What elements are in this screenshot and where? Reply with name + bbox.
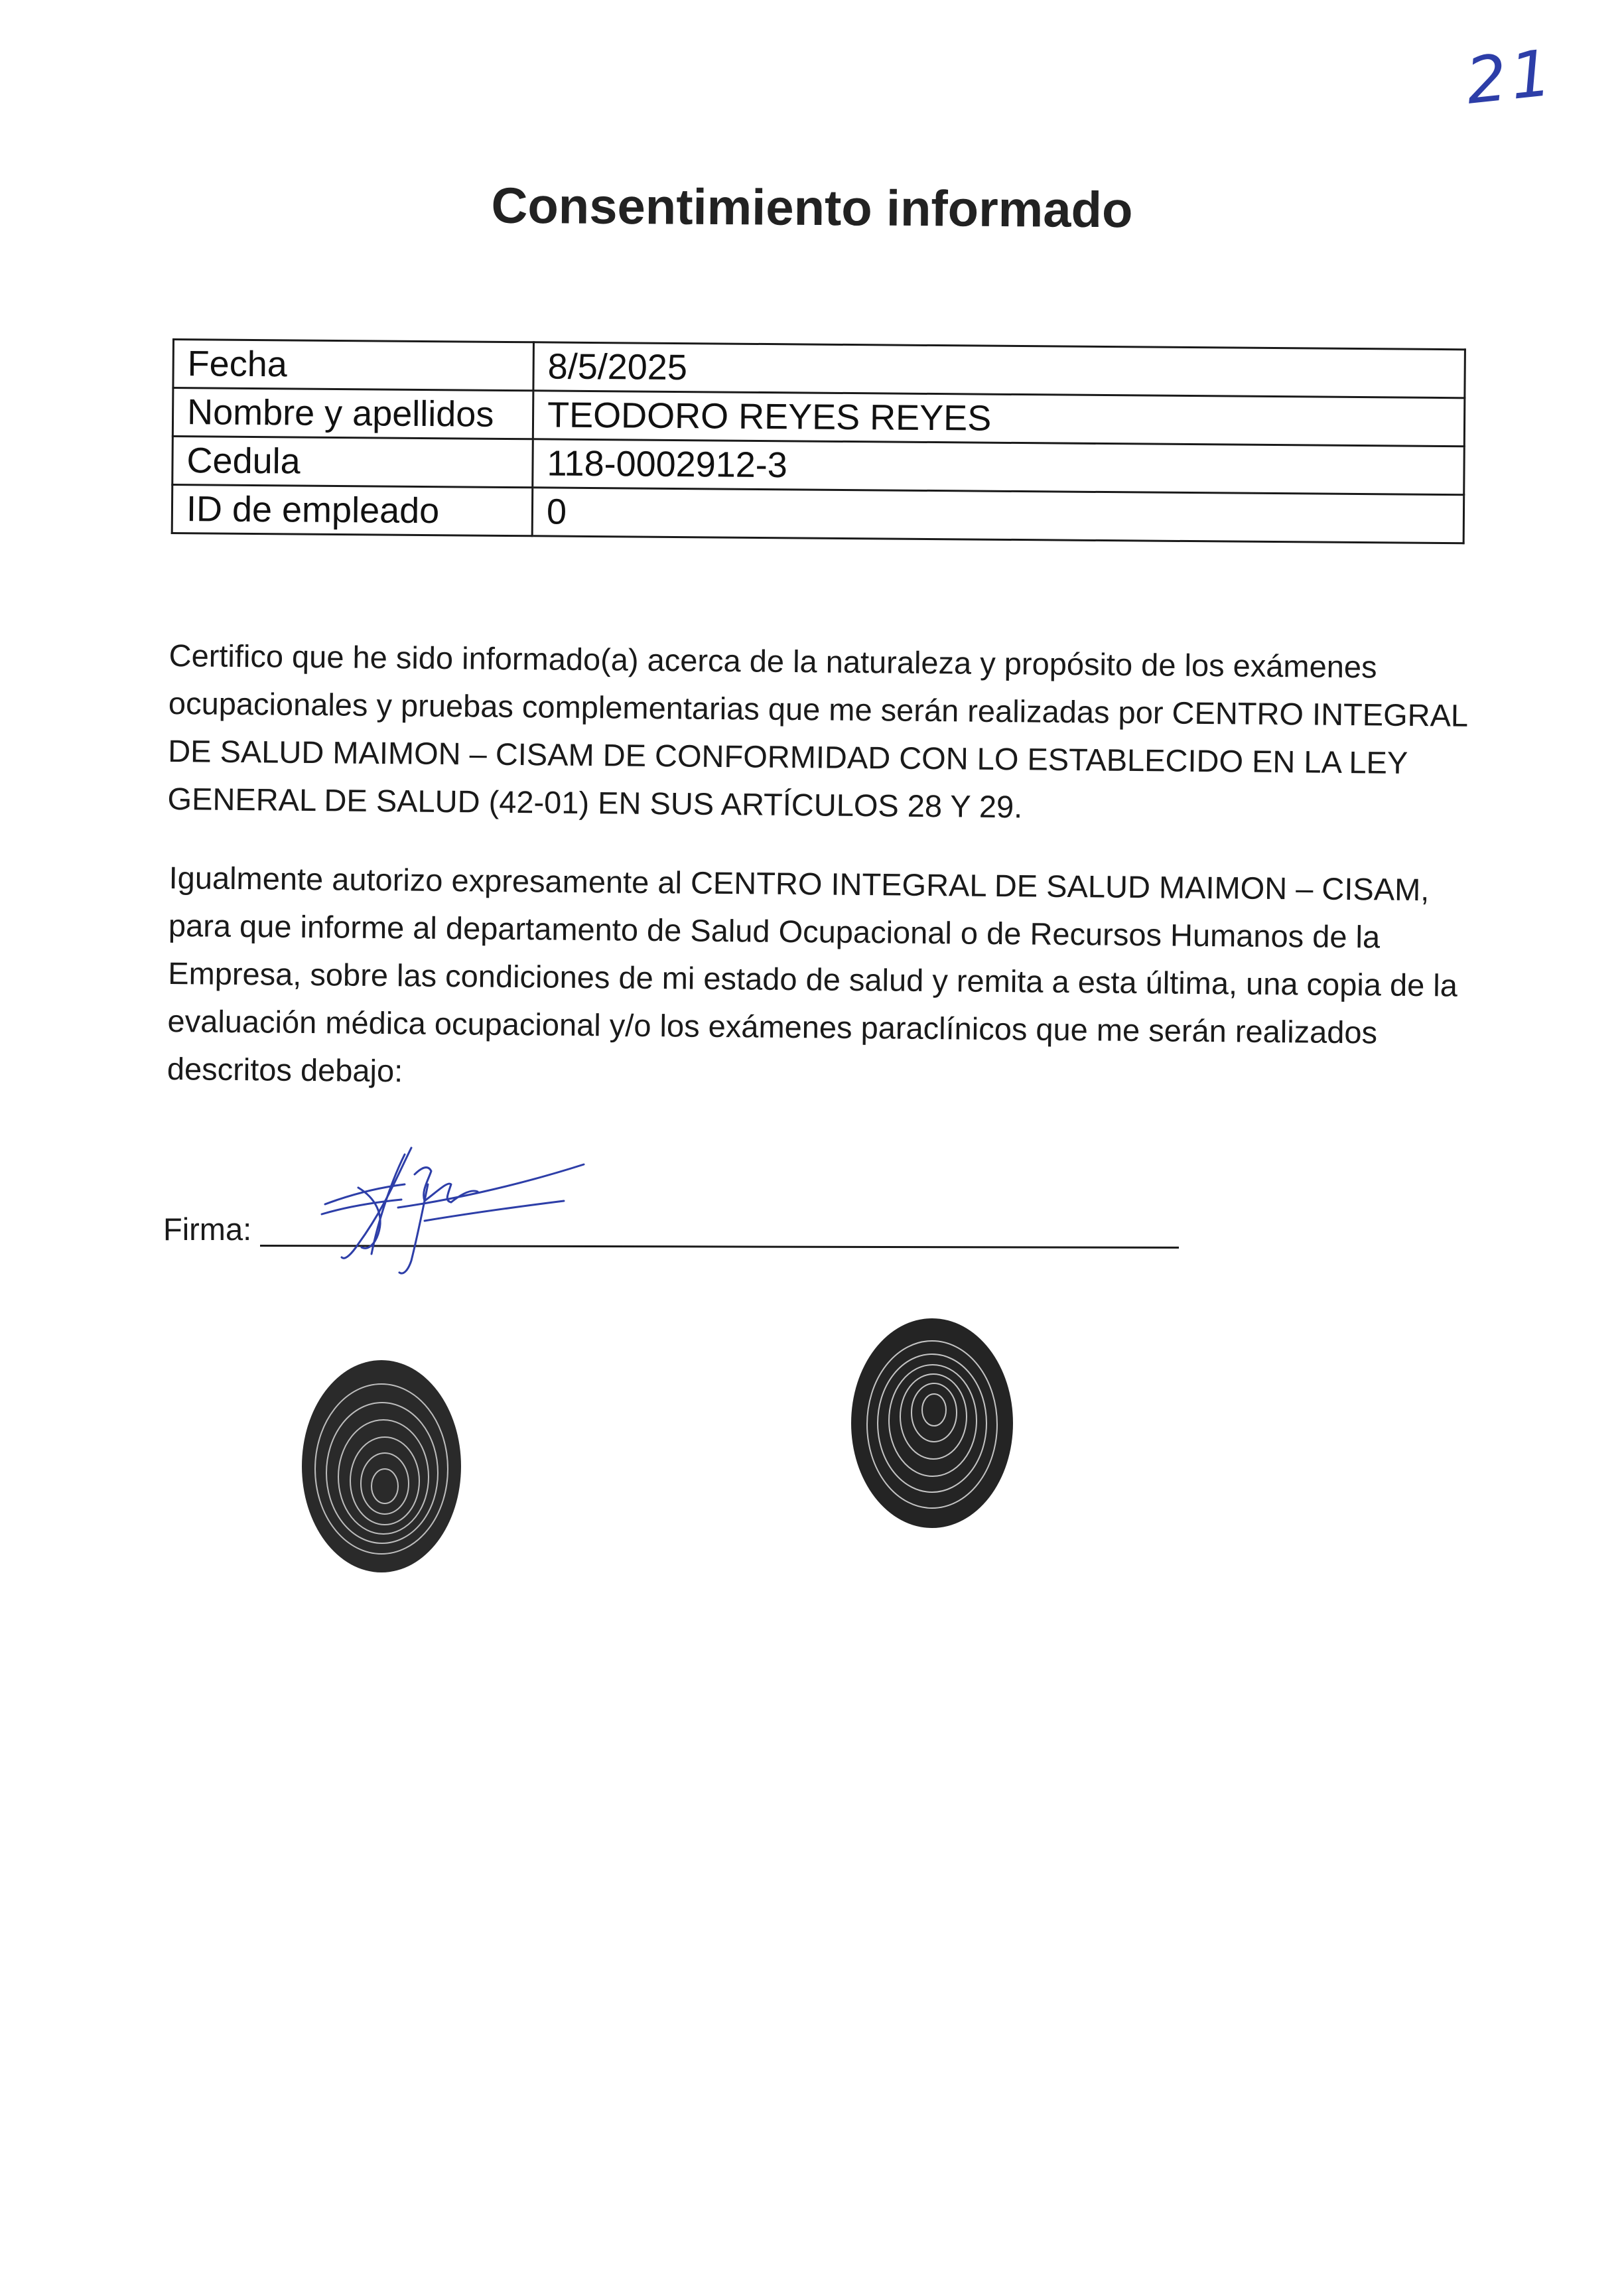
field-value-nombre: TEODORO REYES REYES (533, 391, 1465, 447)
table-row (172, 485, 1464, 543)
field-value-fecha: 8/5/2025 (533, 342, 1465, 398)
field-value-cedula: 118-0002912-3 (533, 439, 1465, 495)
field-label-id-empleado: ID de empleado (172, 485, 533, 536)
handwritten-signature (312, 1128, 590, 1281)
field-label-cedula: Cedula (172, 437, 533, 488)
document-title: Consentimiento informado (491, 177, 1133, 239)
consent-paragraph-authorization: Igualmente autorizo expresamente al CENTRO INTEGRAL DE SALUD MAIMON – CISAM, para que informe al departamento de Salud Ocupacional o de Recursos Humanos de la Empresa, sobre las condiciones de mi estado de salud y remita a esta última, una copia de la evaluación médica ocupacional y/o los exámenes paraclínicos que me serán realizados descritos debajo: (167, 859, 1458, 1089)
left-fingerprint (292, 1354, 471, 1579)
handwritten-page-number: 21 (1462, 35, 1559, 119)
field-label-nombre: Nombre y apellidos (172, 388, 533, 439)
patient-info-table (171, 338, 1466, 544)
field-label-fecha: Fecha (173, 340, 534, 391)
right-fingerprint (843, 1310, 1022, 1536)
signature-label: Firma: (163, 1212, 252, 1247)
consent-paragraph-certification: Certifico que he sido informado(a) acerca de la naturaleza y propósito de los exámenes ocupacionales y pruebas complementarias que me serán realizadas por CENTRO INTEGRAL DE SALUD MAIMON – CISAM DE CONFORMIDAD CON LO ESTABLECIDO EN LA LEY GENERAL DE SALUD (42-01) EN SUS ARTÍCULOS 28 Y 29. (167, 637, 1467, 825)
field-value-id-empleado: 0 (532, 488, 1464, 543)
